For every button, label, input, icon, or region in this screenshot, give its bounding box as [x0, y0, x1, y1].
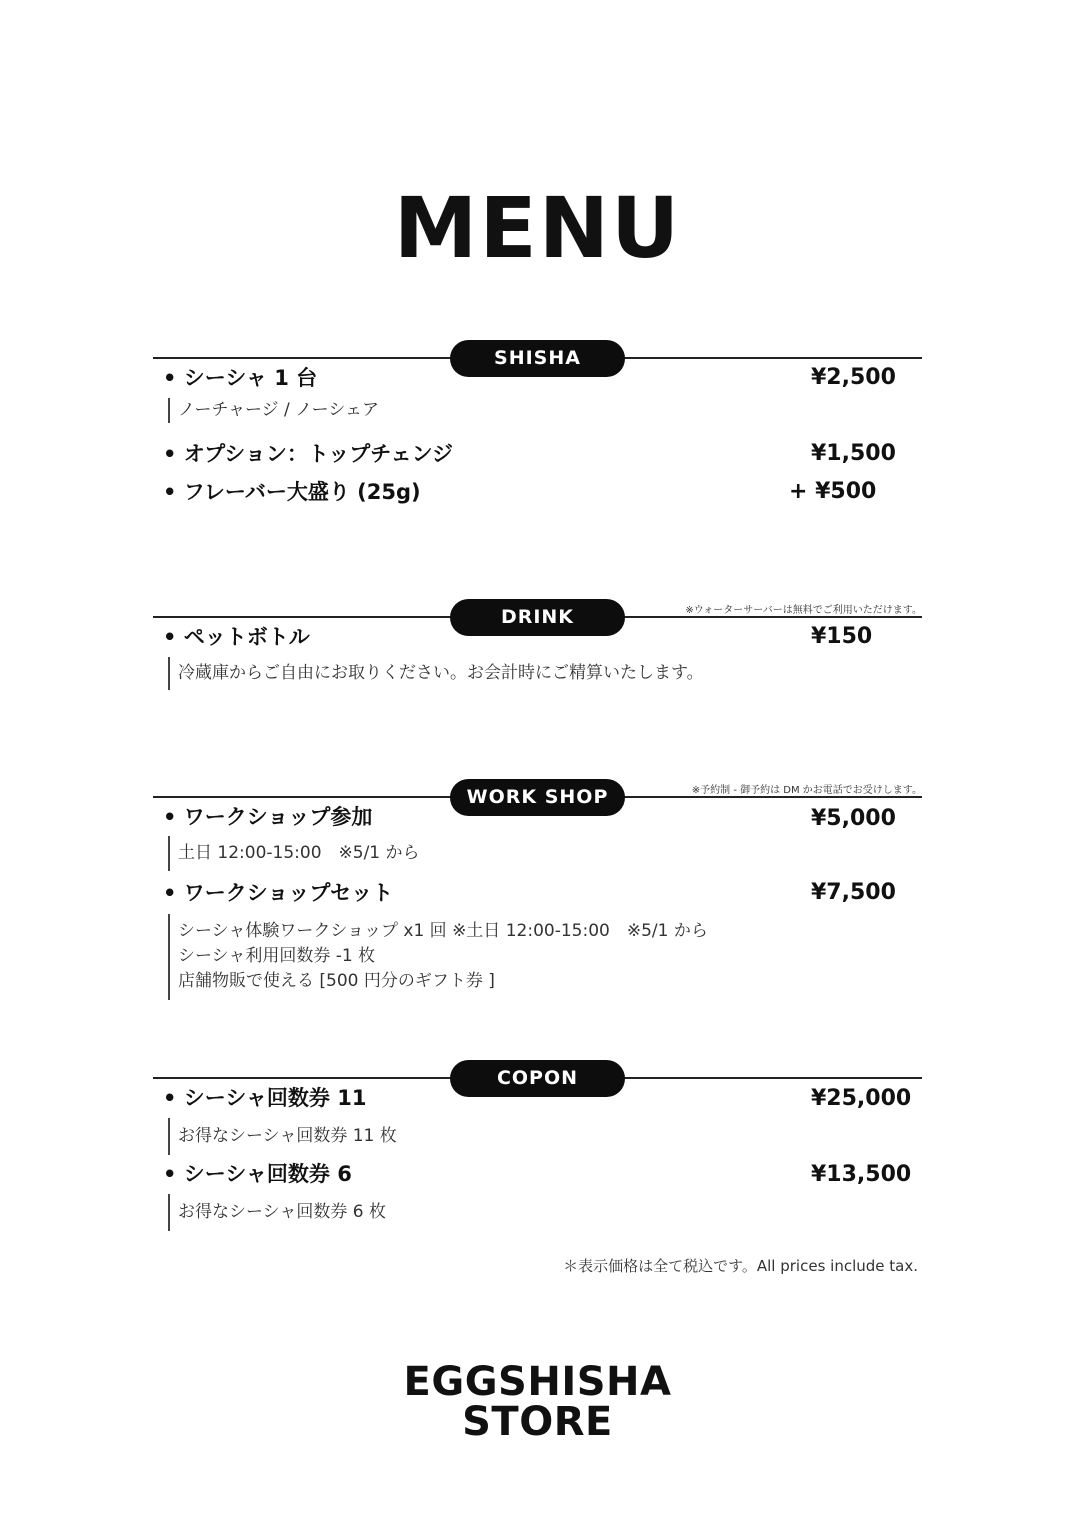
- menu-price-shisha-1: ¥2,500: [811, 365, 896, 390]
- workshop-note: ※予約制 - 御予約は DM かお電話でお受けします。: [691, 785, 922, 796]
- menu-desc-coupon-11: [168, 1118, 397, 1155]
- menu-price-coupon-11: ¥25,000: [811, 1086, 912, 1111]
- menu-price-coupon-6: ¥13,500: [811, 1162, 912, 1187]
- menu-desc-line: お得なシーシャ回数券 11 枚: [178, 1126, 397, 1146]
- menu-desc-line: ノーチャージ / ノーシェア: [178, 400, 379, 420]
- section-label-workshop: WORK SHOP: [450, 779, 625, 816]
- menu-item-workshop-set: • ワークショップセット: [163, 881, 394, 905]
- menu-item-coupon-6: • シーシャ回数券 6: [163, 1162, 352, 1186]
- menu-desc-coupon-6: [168, 1194, 386, 1231]
- section-label-shisha: SHISHA: [450, 340, 625, 377]
- brand-line-2: STORE: [462, 1399, 613, 1445]
- menu-price-top-change: ¥1,500: [811, 441, 896, 466]
- menu-item-shisha-1: • シーシャ 1 台: [163, 366, 318, 390]
- page-title: MENU: [393, 179, 682, 277]
- menu-desc-line: シーシャ体験ワークショップ x1 回 ※土日 12:00-15:00 ※5/1 から: [178, 921, 708, 941]
- menu-price-pet-bottle: ¥150: [811, 624, 873, 649]
- menu-item-coupon-11: • シーシャ回数券 11: [163, 1086, 367, 1110]
- menu-desc-line: 冷蔵庫からご自由にお取りください。お会計時にご精算いたします。: [178, 663, 704, 683]
- menu-price-workshop-join: ¥5,000: [811, 806, 896, 831]
- menu-item-workshop-join: • ワークショップ参加: [163, 805, 373, 829]
- brand-line-1: EGGSHISHA: [403, 1359, 672, 1405]
- menu-item-pet-bottle: • ペットボトル: [163, 625, 310, 649]
- menu-desc-line: シーシャ利用回数券 -1 枚: [178, 946, 376, 966]
- drink-note: ※ウォーターサーバーは無料でご利用いただけます。: [685, 605, 922, 616]
- menu-item-flavor-large: • フレーバー大盛り (25g): [163, 480, 421, 504]
- menu-desc-workshop-set: [168, 914, 708, 1000]
- menu-desc-line: 店舗物販で使える [500 円分のギフト券 ]: [178, 971, 495, 991]
- tax-footnote: ＊表示価格は全て税込です。All prices include tax.: [563, 1257, 918, 1275]
- menu-desc-line: お得なシーシャ回数券 6 枚: [178, 1202, 386, 1222]
- menu-desc-pet-bottle: [168, 657, 704, 690]
- menu-desc-line: 土日 12:00-15:00 ※5/1 から: [178, 843, 420, 863]
- menu-item-top-change: • オプション：トップチェンジ: [163, 442, 454, 466]
- menu-desc-workshop-join: [168, 836, 420, 871]
- menu-desc-shisha-1: [168, 398, 379, 423]
- section-label-drink: DRINK: [450, 599, 625, 636]
- section-label-copon: COPON: [450, 1060, 625, 1097]
- menu-price-workshop-set: ¥7,500: [811, 880, 896, 905]
- menu-price-flavor-large: + ¥500: [789, 479, 877, 504]
